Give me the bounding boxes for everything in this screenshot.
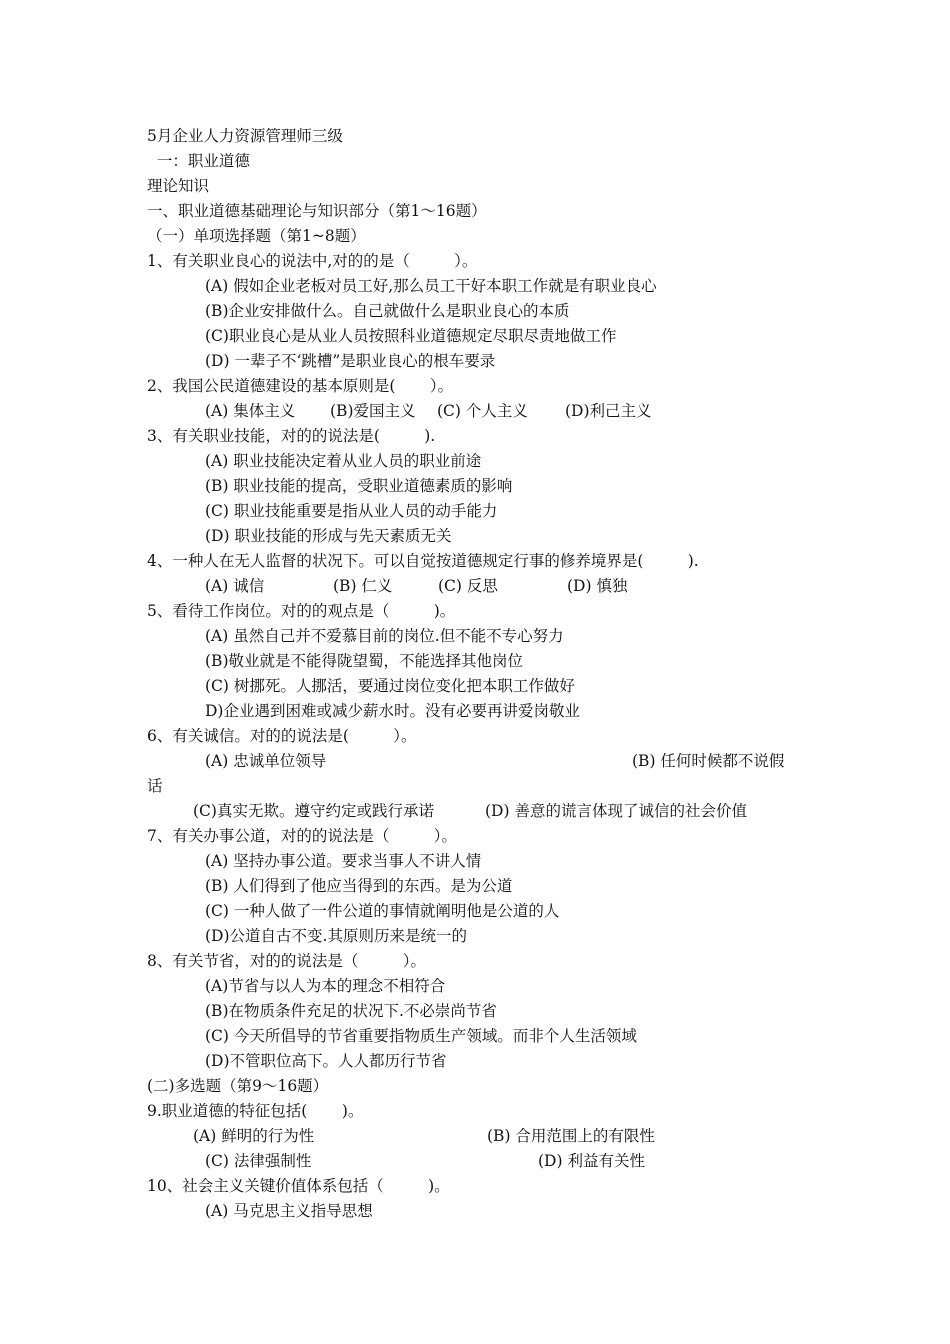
question-4-option-a: (A) 诚信 — [205, 577, 265, 595]
question-8-stem: 8、有关节省，对的的说法是（ ）。 — [147, 952, 426, 970]
question-5-option-a: (A) 虽然自己并不爱慕目前的岗位.但不能不专心努力 — [205, 627, 564, 645]
multi-choice-header: (二)多选题（第9～16题） — [147, 1077, 329, 1095]
document-title: 5月企业人力资源管理师三级 — [147, 127, 343, 145]
subsection-heading: 一、职业道德基础理论与知识部分（第1～16题） — [147, 202, 487, 220]
question-7-option-d: (D)公道自古不变.其原则历来是统一的 — [205, 927, 467, 945]
question-6-option-d: (D) 善意的谎言体现了诚信的社会价值 — [485, 802, 747, 820]
question-8-option-b: (B)在物质条件充足的状况下.不必崇尚节省 — [205, 1002, 497, 1020]
question-2-option-b: (B)爱国主义 — [330, 402, 416, 420]
question-8-option-d: (D)不管职位高下。人人都历行节省 — [205, 1052, 447, 1070]
question-6-option-b-continued: 话 — [147, 777, 163, 795]
question-10-stem: 10、社会主义关键价值体系包括（ )。 — [147, 1177, 450, 1195]
question-6-option-a: (A) 忠诚单位领导 — [205, 752, 327, 770]
question-1-option-c: (C)职业良心是从业人员按照科业道德规定尽职尽责地做工作 — [205, 327, 617, 345]
question-1-stem: 1、有关职业良心的说法中,对的的是（ ）。 — [147, 252, 478, 270]
question-8-option-c: (C) 今天所倡导的节省重要指物质生产领域。而非个人生活领域 — [205, 1027, 637, 1045]
question-4-option-d: (D) 慎独 — [567, 577, 628, 595]
question-4-stem: 4、一种人在无人监督的状况下。可以自觉按道德规定行事的修养境界是( ). — [147, 552, 699, 570]
question-1-option-a: (A) 假如企业老板对员工好,那么员工干好本职工作就是有职业良心 — [205, 277, 657, 295]
question-2-option-d: (D)利己主义 — [565, 402, 652, 420]
question-1-option-b: (B)企业安排做什么。自己就做什么是职业良心的本质 — [205, 302, 570, 320]
question-7-option-c: (C) 一种人做了一件公道的事情就阐明他是公道的人 — [205, 902, 560, 920]
question-2-option-c: (C) 个人主义 — [437, 402, 528, 420]
question-7-option-b: (B) 人们得到了他应当得到的东西。是为公道 — [205, 877, 513, 895]
question-5-option-b: (B)敬业就是不能得陇望蜀，不能选择其他岗位 — [205, 652, 523, 670]
question-9-option-b: (B) 合用范围上的有限性 — [487, 1127, 655, 1145]
question-5-stem: 5、看待工作岗位。对的的观点是（ )。 — [147, 602, 456, 620]
section-heading: 理论知识 — [147, 177, 210, 195]
question-1-option-d: (D) 一辈子不‘跳槽”是职业良心的根车要录 — [205, 352, 496, 370]
question-3-option-d: (D) 职业技能的形成与先天素质无关 — [205, 527, 452, 545]
question-5-option-d: D)企业遇到困难或减少薪水时。没有必要再讲爱岗敬业 — [205, 702, 580, 720]
question-6-stem: 6、有关诚信。对的的说法是( ）。 — [147, 727, 417, 745]
question-3-option-c: (C) 职业技能重要是指从业人员的动手能力 — [205, 502, 498, 520]
single-choice-header: （一）单项选择题（第1~8题） — [147, 227, 366, 245]
question-2-option-a: (A) 集体主义 — [205, 402, 296, 420]
question-9-option-d: (D) 利益有关性 — [538, 1152, 645, 1170]
question-4-option-c: (C) 反思 — [438, 577, 498, 595]
question-7-option-a: (A) 坚持办事公道。要求当事人不讲人情 — [205, 852, 482, 870]
question-10-option-a: (A) 马克思主义指导思想 — [205, 1202, 373, 1220]
question-3-option-b: (B) 职业技能的提高，受职业道德素质的影响 — [205, 477, 513, 495]
question-6-option-c: (C)真实无欺。遵守约定或践行承诺 — [193, 802, 434, 820]
question-3-stem: 3、有关职业技能，对的的说法是( ). — [147, 427, 436, 445]
question-3-option-a: (A) 职业技能决定着从业人员的职业前途 — [205, 452, 482, 470]
question-9-option-c: (C) 法律强制性 — [205, 1152, 312, 1170]
question-7-stem: 7、有关办事公道，对的的说法是（ ）。 — [147, 827, 457, 845]
question-6-option-b: (B) 任何时候都不说假 — [632, 752, 785, 770]
question-9-stem: 9.职业道德的特征包括( )。 — [147, 1102, 364, 1120]
question-4-option-b: (B) 仁义 — [333, 577, 393, 595]
question-5-option-c: (C) 树挪死。人挪活，要通过岗位变化把本职工作做好 — [205, 677, 575, 695]
question-8-option-a: (A)节省与以人为本的理念不相符合 — [205, 977, 446, 995]
part-heading: 一：职业道德 — [147, 152, 250, 170]
question-9-option-a: (A) 鲜明的行为性 — [193, 1127, 315, 1145]
question-2-stem: 2、我国公民道德建设的基本原则是( ）。 — [147, 377, 454, 395]
